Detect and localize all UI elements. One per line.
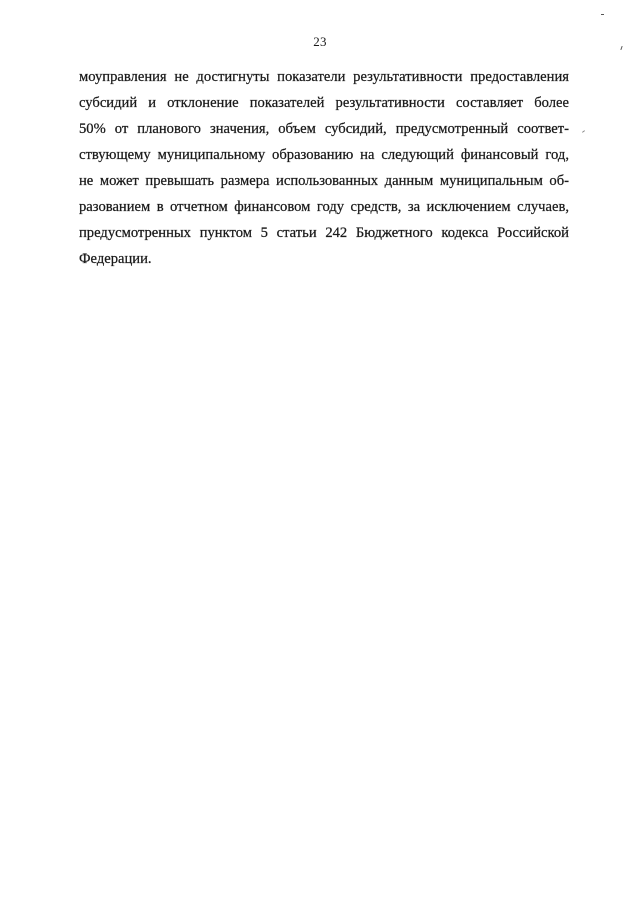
text-line: разованием в отчетном финансовом году средств, за исключением случаев, bbox=[79, 199, 569, 215]
text-line: 50% от планового значения, объем субсидий, предусмотренный соответ- bbox=[79, 121, 569, 137]
page-number: 23 bbox=[313, 34, 327, 49]
text-line: не может превышать размера использованных данным муниципальным об- bbox=[79, 173, 569, 189]
text-line: Федерации. bbox=[79, 251, 152, 267]
text-line: предусмотренных пунктом 5 статьи 242 Бюджетного кодекса Российской bbox=[79, 225, 569, 241]
text-line: моуправления не достигнуты показатели результативности предоставления bbox=[79, 69, 569, 85]
body-paragraph bbox=[79, 64, 569, 272]
text-line: ствующему муниципальному образованию на следующий финансовый год, bbox=[79, 147, 569, 163]
scan-speck bbox=[601, 14, 604, 15]
scan-speck bbox=[582, 130, 585, 133]
text-line: субсидий и отклонение показателей результативности составляет более bbox=[79, 95, 569, 111]
